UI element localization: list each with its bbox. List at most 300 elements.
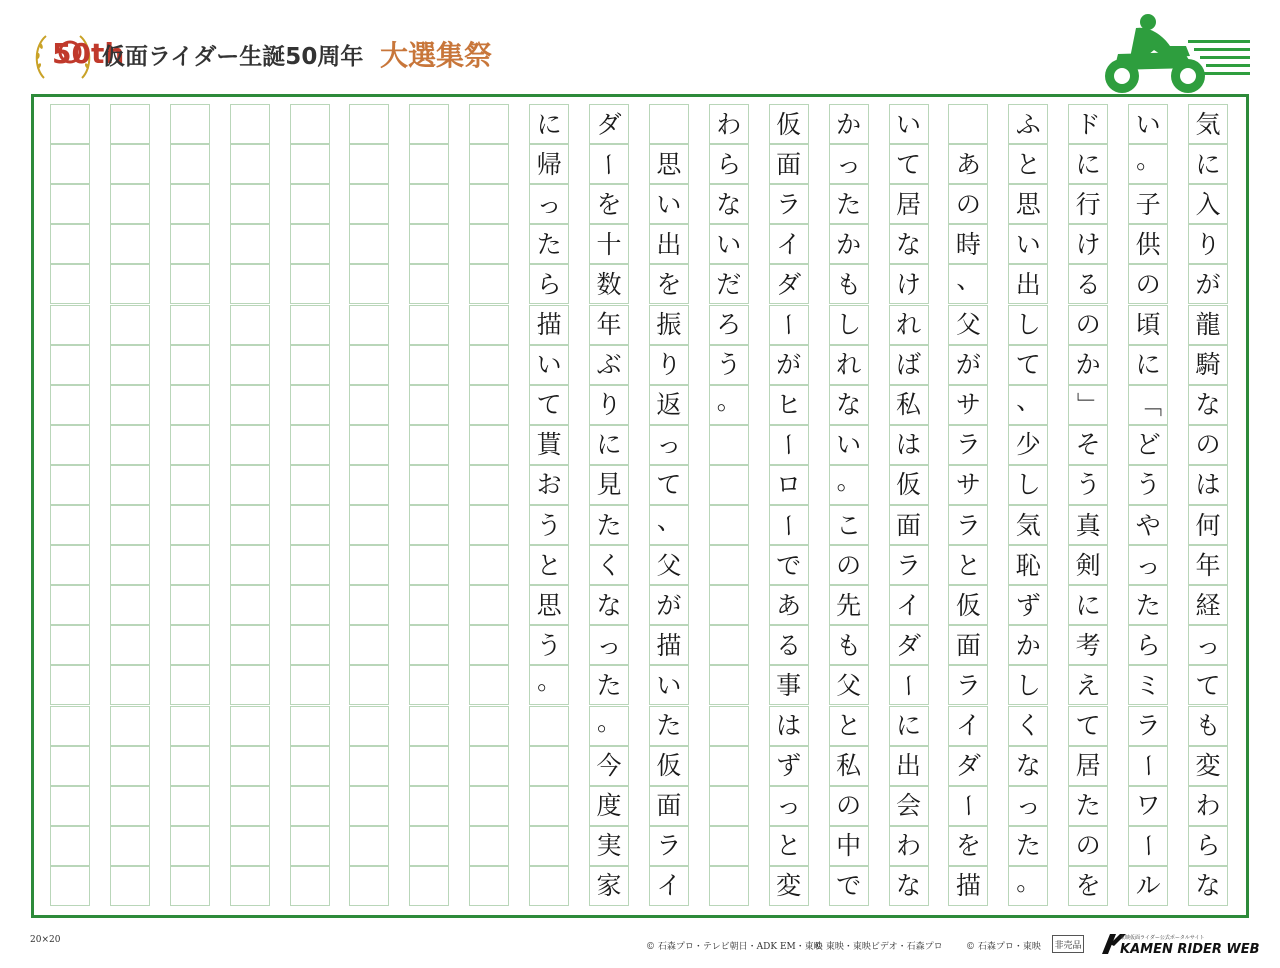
manuscript-cell: い xyxy=(649,665,689,705)
manuscript-cell xyxy=(230,465,270,505)
manuscript-cell: ル xyxy=(1128,866,1168,906)
manuscript-cell: た xyxy=(529,224,569,264)
manuscript-cell xyxy=(50,545,90,585)
manuscript-cell xyxy=(110,144,150,184)
manuscript-cell: 気 xyxy=(1008,505,1048,545)
manuscript-cell: 面 xyxy=(649,786,689,826)
manuscript-column xyxy=(110,104,150,910)
manuscript-cell xyxy=(349,385,389,425)
manuscript-cell: 思 xyxy=(1008,184,1048,224)
manuscript-cell: 年 xyxy=(1188,545,1228,585)
manuscript-cell: し xyxy=(1008,665,1048,705)
manuscript-cell xyxy=(469,305,509,345)
manuscript-cell: ミ xyxy=(1128,665,1168,705)
copyright-credit-3: © 石森プロ・東映 xyxy=(966,942,1041,952)
manuscript-cell xyxy=(50,826,90,866)
manuscript-cell: り xyxy=(649,345,689,385)
manuscript-cell xyxy=(170,144,210,184)
manuscript-cell xyxy=(50,345,90,385)
manuscript-cell: 父 xyxy=(948,305,988,345)
manuscript-cell: 帰 xyxy=(529,144,569,184)
manuscript-cell: と xyxy=(948,545,988,585)
manuscript-cell xyxy=(349,184,389,224)
manuscript-cell: る xyxy=(1068,264,1108,304)
manuscript-cell xyxy=(50,305,90,345)
manuscript-cell: と xyxy=(529,545,569,585)
manuscript-cell xyxy=(110,385,150,425)
manuscript-cell xyxy=(110,345,150,385)
manuscript-column xyxy=(589,104,629,910)
manuscript-cell xyxy=(50,665,90,705)
manuscript-column xyxy=(769,104,809,910)
manuscript-cell xyxy=(948,104,988,144)
manuscript-cell: っ xyxy=(1188,625,1228,665)
manuscript-cell xyxy=(290,625,330,665)
manuscript-cell: イ xyxy=(769,224,809,264)
manuscript-cell: だ xyxy=(709,264,749,304)
manuscript-column xyxy=(1188,104,1228,910)
manuscript-column xyxy=(409,104,449,910)
manuscript-cell xyxy=(290,224,330,264)
manuscript-cell: て xyxy=(1188,665,1228,705)
manuscript-column xyxy=(529,104,569,910)
manuscript-cell xyxy=(230,224,270,264)
motorcycle-rider-icon xyxy=(1096,6,1254,96)
manuscript-cell: と xyxy=(829,706,869,746)
manuscript-cell xyxy=(349,625,389,665)
manuscript-cell xyxy=(110,786,150,826)
manuscript-cell: い xyxy=(889,104,929,144)
manuscript-cell xyxy=(290,465,330,505)
manuscript-cell xyxy=(349,786,389,826)
manuscript-cell: 描 xyxy=(948,866,988,906)
manuscript-cell xyxy=(709,505,749,545)
manuscript-cell: り xyxy=(1188,224,1228,264)
manuscript-cell: 「 xyxy=(1128,385,1168,425)
manuscript-cell xyxy=(230,786,270,826)
manuscript-cell: 仮 xyxy=(649,746,689,786)
manuscript-cell xyxy=(230,866,270,906)
manuscript-cell: 年 xyxy=(589,305,629,345)
manuscript-cell xyxy=(170,826,210,866)
manuscript-cell xyxy=(409,184,449,224)
manuscript-cell xyxy=(349,746,389,786)
manuscript-cell xyxy=(230,425,270,465)
manuscript-cell xyxy=(349,665,389,705)
manuscript-cell xyxy=(469,786,509,826)
manuscript-cell: う xyxy=(529,505,569,545)
manuscript-cell xyxy=(290,505,330,545)
manuscript-cell xyxy=(230,505,270,545)
manuscript-cell: を xyxy=(649,264,689,304)
manuscript-cell: 面 xyxy=(948,625,988,665)
manuscript-cell: れ xyxy=(829,345,869,385)
manuscript-cell xyxy=(290,264,330,304)
manuscript-cell xyxy=(709,866,749,906)
manuscript-cell xyxy=(349,264,389,304)
manuscript-cell xyxy=(110,866,150,906)
manuscript-cell xyxy=(170,746,210,786)
manuscript-cell: 出 xyxy=(649,224,689,264)
manuscript-cell xyxy=(230,585,270,625)
manuscript-cell: た xyxy=(1008,826,1048,866)
manuscript-cell: っ xyxy=(829,144,869,184)
manuscript-cell: ヒ xyxy=(769,385,809,425)
manuscript-cell: え xyxy=(1068,665,1108,705)
manuscript-cell xyxy=(50,746,90,786)
manuscript-cell: 仮 xyxy=(769,104,809,144)
manuscript-cell: 時 xyxy=(948,224,988,264)
manuscript-cell xyxy=(349,345,389,385)
manuscript-cell xyxy=(290,585,330,625)
site-label: KAMEN RIDER WEB xyxy=(1120,942,1260,957)
manuscript-cell xyxy=(290,786,330,826)
manuscript-cell xyxy=(50,425,90,465)
manuscript-cell: 描 xyxy=(649,625,689,665)
manuscript-cell xyxy=(409,585,449,625)
manuscript-cell: て xyxy=(649,465,689,505)
manuscript-cell xyxy=(50,144,90,184)
manuscript-cell xyxy=(170,505,210,545)
manuscript-cell xyxy=(409,625,449,665)
manuscript-cell: い xyxy=(649,184,689,224)
manuscript-cell: ー xyxy=(769,305,809,345)
manuscript-cell: を xyxy=(589,184,629,224)
manuscript-cell: 少 xyxy=(1008,425,1048,465)
manuscript-cell: に xyxy=(1068,585,1108,625)
manuscript-cell: っ xyxy=(769,786,809,826)
manuscript-cell xyxy=(110,706,150,746)
manuscript-cell: り xyxy=(589,385,629,425)
manuscript-cell xyxy=(469,385,509,425)
manuscript-cell: 今 xyxy=(589,746,629,786)
manuscript-cell: た xyxy=(589,505,629,545)
manuscript-cell: か xyxy=(1068,345,1108,385)
manuscript-cell: っ xyxy=(589,625,629,665)
manuscript-cell xyxy=(409,706,449,746)
manuscript-column xyxy=(290,104,330,910)
manuscript-cell xyxy=(110,746,150,786)
manuscript-cell xyxy=(290,746,330,786)
manuscript-cell: が xyxy=(769,345,809,385)
not-for-sale-badge: 非売品 xyxy=(1052,935,1084,953)
manuscript-cell: う xyxy=(709,345,749,385)
manuscript-cell: い xyxy=(1008,224,1048,264)
manuscript-cell: 、 xyxy=(1008,385,1048,425)
manuscript-cell: が xyxy=(649,585,689,625)
manuscript-cell: と xyxy=(1008,144,1048,184)
manuscript-cell xyxy=(409,505,449,545)
manuscript-column xyxy=(349,104,389,910)
manuscript-cell: 騎 xyxy=(1188,345,1228,385)
manuscript-cell xyxy=(409,385,449,425)
manuscript-cell xyxy=(230,826,270,866)
manuscript-cell: ラ xyxy=(948,665,988,705)
manuscript-cell: に xyxy=(1128,345,1168,385)
manuscript-cell: と xyxy=(769,826,809,866)
manuscript-cell: そ xyxy=(1068,425,1108,465)
manuscript-cell: ダ xyxy=(948,746,988,786)
manuscript-cell: ず xyxy=(1008,585,1048,625)
manuscript-cell xyxy=(469,144,509,184)
manuscript-cell: 変 xyxy=(769,866,809,906)
manuscript-cell: を xyxy=(1068,866,1108,906)
manuscript-cell: 、 xyxy=(948,264,988,304)
manuscript-cell: ラ xyxy=(948,505,988,545)
manuscript-cell xyxy=(409,264,449,304)
manuscript-cell xyxy=(50,786,90,826)
manuscript-cell: 気 xyxy=(1188,104,1228,144)
manuscript-cell xyxy=(50,104,90,144)
manuscript-cell xyxy=(110,264,150,304)
copyright-credit-1: © 石森プロ・テレビ朝日・ADK EM・東映 xyxy=(646,942,823,952)
manuscript-cell xyxy=(290,665,330,705)
manuscript-cell xyxy=(349,224,389,264)
manuscript-cell xyxy=(50,264,90,304)
copyright-credit-2: © 東映・東映ビデオ・石森プロ xyxy=(814,942,943,952)
manuscript-cell: ロ xyxy=(769,465,809,505)
manuscript-cell xyxy=(709,706,749,746)
manuscript-cell: な xyxy=(1188,385,1228,425)
manuscript-cell xyxy=(409,786,449,826)
manuscript-cell: う xyxy=(1128,465,1168,505)
manuscript-cell: の xyxy=(829,545,869,585)
manuscript-cell xyxy=(709,425,749,465)
manuscript-cell xyxy=(349,465,389,505)
manuscript-cell: な xyxy=(589,585,629,625)
manuscript-cell: の xyxy=(1068,305,1108,345)
manuscript-cell: ワ xyxy=(1128,786,1168,826)
manuscript-cell: ラ xyxy=(769,184,809,224)
manuscript-cell: を xyxy=(948,826,988,866)
manuscript-cell: て xyxy=(889,144,929,184)
50th-anniversary-logo xyxy=(30,28,125,84)
manuscript-cell xyxy=(170,625,210,665)
manuscript-cell: か xyxy=(829,104,869,144)
manuscript-cell xyxy=(409,746,449,786)
manuscript-cell xyxy=(170,465,210,505)
manuscript-cell xyxy=(230,184,270,224)
manuscript-cell: ー xyxy=(1128,746,1168,786)
manuscript-cell: ラ xyxy=(889,545,929,585)
manuscript-cell xyxy=(170,345,210,385)
manuscript-cell: あ xyxy=(769,585,809,625)
manuscript-cell: 振 xyxy=(649,305,689,345)
manuscript-cell: し xyxy=(1008,305,1048,345)
manuscript-cell: 描 xyxy=(529,305,569,345)
manuscript-cell: 会 xyxy=(889,786,929,826)
manuscript-cell xyxy=(290,104,330,144)
manuscript-cell: ど xyxy=(1128,425,1168,465)
manuscript-cell xyxy=(349,545,389,585)
manuscript-cell xyxy=(50,625,90,665)
manuscript-cell: が xyxy=(948,345,988,385)
manuscript-cell: が xyxy=(1188,264,1228,304)
manuscript-cell xyxy=(230,144,270,184)
manuscript-cell: 龍 xyxy=(1188,305,1228,345)
manuscript-cell xyxy=(469,826,509,866)
manuscript-cell: 。 xyxy=(829,465,869,505)
manuscript-cell: 子 xyxy=(1128,184,1168,224)
manuscript-cell xyxy=(50,866,90,906)
manuscript-cell xyxy=(469,264,509,304)
manuscript-cell: 家 xyxy=(589,866,629,906)
manuscript-cell xyxy=(409,665,449,705)
manuscript-cell: て xyxy=(1068,706,1108,746)
manuscript-cell xyxy=(290,826,330,866)
manuscript-cell xyxy=(349,706,389,746)
manuscript-column xyxy=(709,104,749,910)
manuscript-cell: の xyxy=(948,184,988,224)
manuscript-cell xyxy=(469,184,509,224)
manuscript-cell xyxy=(469,505,509,545)
manuscript-cell xyxy=(50,706,90,746)
manuscript-cell xyxy=(110,184,150,224)
manuscript-grid xyxy=(37,104,1241,910)
manuscript-cell: っ xyxy=(649,425,689,465)
manuscript-cell xyxy=(409,425,449,465)
manuscript-cell xyxy=(230,385,270,425)
manuscript-cell xyxy=(349,104,389,144)
manuscript-cell: け xyxy=(1068,224,1108,264)
manuscript-cell: ー xyxy=(769,505,809,545)
manuscript-cell xyxy=(110,826,150,866)
manuscript-cell: し xyxy=(829,305,869,345)
manuscript-cell xyxy=(50,505,90,545)
manuscript-cell: も xyxy=(829,625,869,665)
page-subtitle: 大選集祭 xyxy=(380,39,493,72)
manuscript-cell: 面 xyxy=(769,144,809,184)
manuscript-cell xyxy=(170,305,210,345)
manuscript-cell: ら xyxy=(1188,826,1228,866)
manuscript-cell xyxy=(709,826,749,866)
manuscript-cell: か xyxy=(829,224,869,264)
manuscript-cell xyxy=(709,545,749,585)
manuscript-cell: ー xyxy=(889,665,929,705)
manuscript-cell: 恥 xyxy=(1008,545,1048,585)
manuscript-cell xyxy=(170,104,210,144)
manuscript-cell: な xyxy=(889,866,929,906)
manuscript-cell: 居 xyxy=(889,184,929,224)
manuscript-cell xyxy=(50,224,90,264)
manuscript-cell xyxy=(529,746,569,786)
manuscript-cell xyxy=(469,345,509,385)
manuscript-cell xyxy=(709,625,749,665)
manuscript-cell: う xyxy=(1068,465,1108,505)
manuscript-cell: 考 xyxy=(1068,625,1108,665)
manuscript-cell: で xyxy=(829,866,869,906)
manuscript-cell xyxy=(170,786,210,826)
manuscript-cell xyxy=(110,625,150,665)
manuscript-cell: け xyxy=(889,264,929,304)
manuscript-cell: 実 xyxy=(589,826,629,866)
manuscript-cell xyxy=(170,385,210,425)
manuscript-cell xyxy=(110,224,150,264)
manuscript-cell xyxy=(230,625,270,665)
manuscript-cell xyxy=(409,144,449,184)
manuscript-cell: の xyxy=(1128,264,1168,304)
manuscript-cell xyxy=(170,866,210,906)
manuscript-cell: 供 xyxy=(1128,224,1168,264)
manuscript-cell: 」 xyxy=(1068,385,1108,425)
manuscript-cell: 事 xyxy=(769,665,809,705)
header xyxy=(0,0,1280,92)
manuscript-cell xyxy=(409,104,449,144)
manuscript-cell xyxy=(469,465,509,505)
manuscript-cell xyxy=(409,866,449,906)
manuscript-cell xyxy=(349,505,389,545)
manuscript-cell: イ xyxy=(948,706,988,746)
manuscript-cell xyxy=(170,224,210,264)
manuscript-column xyxy=(1008,104,1048,910)
manuscript-cell: サ xyxy=(948,385,988,425)
manuscript-column xyxy=(50,104,90,910)
manuscript-cell xyxy=(290,545,330,585)
manuscript-column xyxy=(1128,104,1168,910)
manuscript-cell xyxy=(230,305,270,345)
manuscript-cell xyxy=(290,706,330,746)
manuscript-cell xyxy=(290,385,330,425)
manuscript-cell xyxy=(290,866,330,906)
manuscript-cell: 変 xyxy=(1188,746,1228,786)
manuscript-cell: サ xyxy=(948,465,988,505)
manuscript-cell: に xyxy=(589,425,629,465)
manuscript-cell: 真 xyxy=(1068,505,1108,545)
manuscript-cell: は xyxy=(889,425,929,465)
manuscript-cell xyxy=(409,465,449,505)
manuscript-cell: い xyxy=(709,224,749,264)
manuscript-cell: た xyxy=(1128,585,1168,625)
manuscript-cell: は xyxy=(769,706,809,746)
manuscript-column xyxy=(1068,104,1108,910)
manuscript-cell xyxy=(529,706,569,746)
manuscript-cell xyxy=(469,746,509,786)
manuscript-cell: て xyxy=(529,385,569,425)
manuscript-cell: な xyxy=(829,385,869,425)
manuscript-cell: 仮 xyxy=(948,585,988,625)
manuscript-cell: ラ xyxy=(1128,706,1168,746)
manuscript-cell: ダ xyxy=(589,104,629,144)
manuscript-cell xyxy=(230,345,270,385)
manuscript-cell: ダ xyxy=(889,625,929,665)
manuscript-cell: 居 xyxy=(1068,746,1108,786)
manuscript-cell xyxy=(709,786,749,826)
manuscript-cell xyxy=(230,746,270,786)
manuscript-cell xyxy=(709,665,749,705)
manuscript-cell: 思 xyxy=(529,585,569,625)
manuscript-cell: に xyxy=(889,706,929,746)
manuscript-cell: 中 xyxy=(829,826,869,866)
manuscript-cell xyxy=(349,826,389,866)
manuscript-cell: も xyxy=(1188,706,1228,746)
manuscript-cell: 返 xyxy=(649,385,689,425)
manuscript-cell: ろ xyxy=(709,305,749,345)
manuscript-cell: ラ xyxy=(948,425,988,465)
manuscript-cell: い xyxy=(829,425,869,465)
manuscript-cell: っ xyxy=(1008,786,1048,826)
manuscript-cell: ド xyxy=(1068,104,1108,144)
manuscript-cell: 。 xyxy=(709,385,749,425)
manuscript-cell xyxy=(230,545,270,585)
manuscript-cell xyxy=(290,305,330,345)
manuscript-cell: 出 xyxy=(1008,264,1048,304)
manuscript-cell xyxy=(409,224,449,264)
manuscript-cell: た xyxy=(589,665,629,705)
manuscript-cell: 何 xyxy=(1188,505,1228,545)
manuscript-cell: に xyxy=(529,104,569,144)
manuscript-cell: 私 xyxy=(889,385,929,425)
manuscript-cell: わ xyxy=(1188,786,1228,826)
